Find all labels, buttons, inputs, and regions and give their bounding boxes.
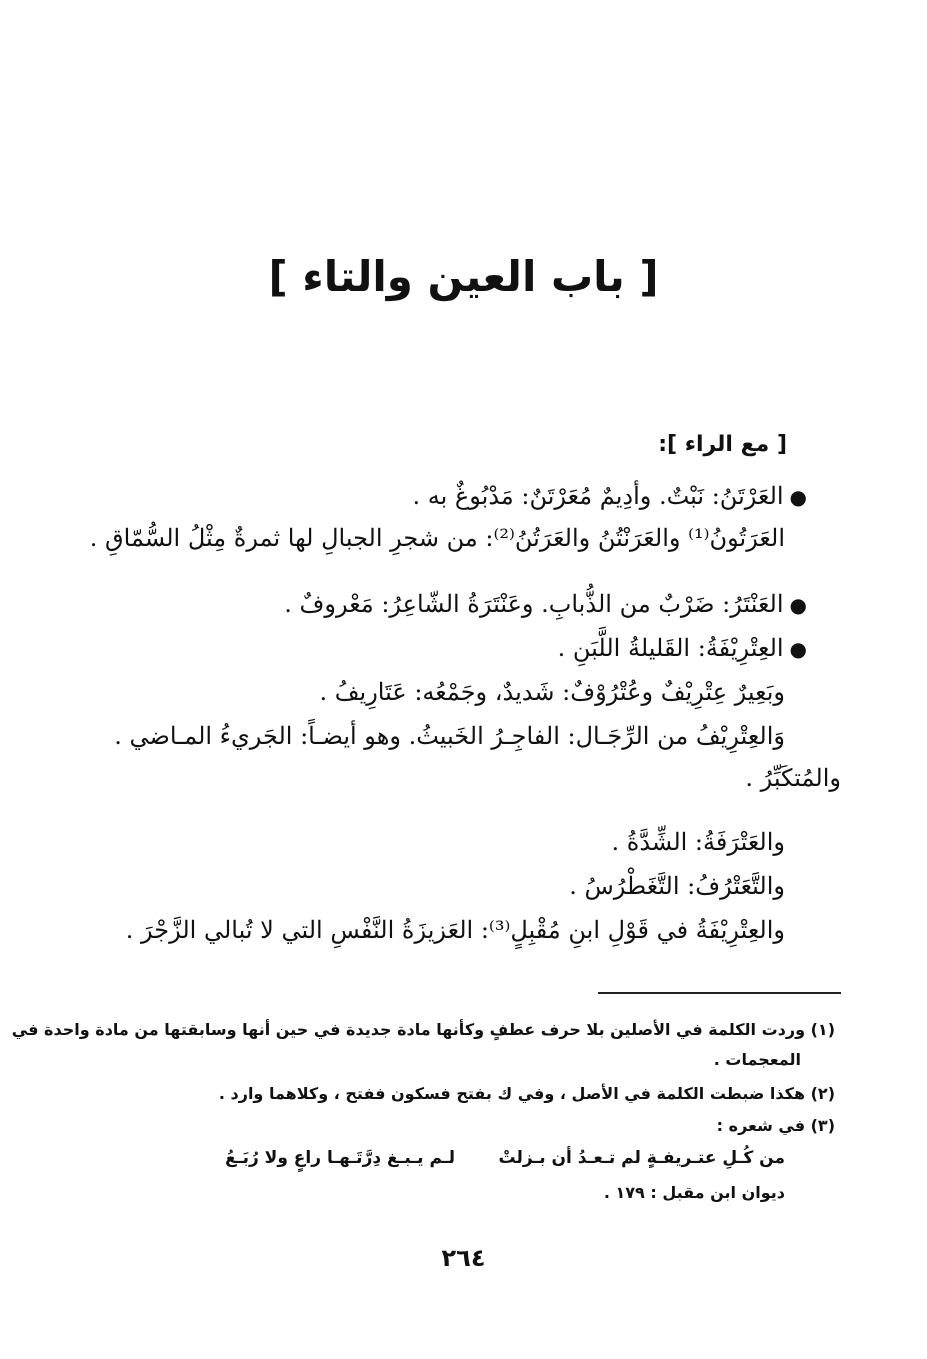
footnote: (١) وردت الكلمة في الأصلين بلا حرف عطفٍ وكأنها مادة جديدة في حين أنها وسابقتها من مادة واحدة في [11,1020,835,1039]
bullet-icon: ● [789,593,807,617]
entry-line: والعِتْرِيْفَةُ في قَوْلِ ابنِ مُقْبِلٍ⁽³⁾: العَزيزَةُ النَّفْسِ التي لا تُبالي الزَّجْرَ . [125,916,785,944]
entry-line: والتَّعَتْرُفُ: التَّغَطْرُسُ . [569,872,785,900]
verse-source: ديوان ابن مقبل : ١٧٩ . [603,1183,785,1202]
entry-text: العِتْرِيْفَةُ: القَليلةُ اللَّبَنِ . [557,634,784,662]
footnote-divider [598,992,841,994]
chapter-title: [ باب العين والتاء ] [268,252,659,301]
entry-line: العَرَتُونُ⁽¹⁾ والعَرَنْتُنُ والعَرَتُنُ⁽²⁾: من شجرِ الجبالِ لها ثمرةٌ مِثْلُ السُّمّاقِ . [89,524,785,552]
bullet-icon: ● [789,637,807,661]
entry-line [284,586,807,623]
bullet-icon: ● [789,485,807,509]
footnote: (٣) في شعره : [716,1116,835,1135]
verse-left-half: لـم يـبـغ دِرَّتَـهـا راعٍ ولا رُبَـعُ [225,1148,455,1168]
footnote: (٢) هكذا ضبطت الكلمة في الأصل ، وفي ك بفتح فسكون ففتح ، وكلاهما وارد . [218,1084,835,1103]
section-heading: [ مع الراء ]: [658,432,787,457]
entry-line: والعَتْرَفَةُ: الشِّدَّةُ . [611,828,785,856]
entry-text: العَنْتَرُ: ضَرْبٌ من الذُّبابِ. وعَنْتَرَةُ الشّاعِرُ: مَعْروفٌ . [284,590,784,618]
entry-text: العَرْتَنُ: نَبْتٌ. وأدِيمٌ مُعَرْتَنٌ: مَدْبُوغٌ به . [412,482,784,510]
entry-line: وبَعِيرٌ عِتْرِيْفٌ وعُتْرُوْفٌ: شَديدٌ، وجَمْعُه: عَتَارِيفُ . [319,678,785,706]
entry-line [558,630,807,667]
entry-line: والمُتكَبِّرُ . [745,764,841,792]
entry-line: وَالعِتْرِيْفُ من الرِّجَـال: الفاجِـرُ الخَبيثُ. وهو أيضـاً: الجَريءُ المـاضي . [114,722,785,750]
entry-line [412,478,807,515]
page-number: ٢٦٤ [441,1244,486,1272]
verse-right-half: من كُـلِ عتـريفـةٍ لم تـعـدُ أن بـزلتْ [498,1148,785,1168]
footnote: المعجمات . [713,1050,801,1069]
